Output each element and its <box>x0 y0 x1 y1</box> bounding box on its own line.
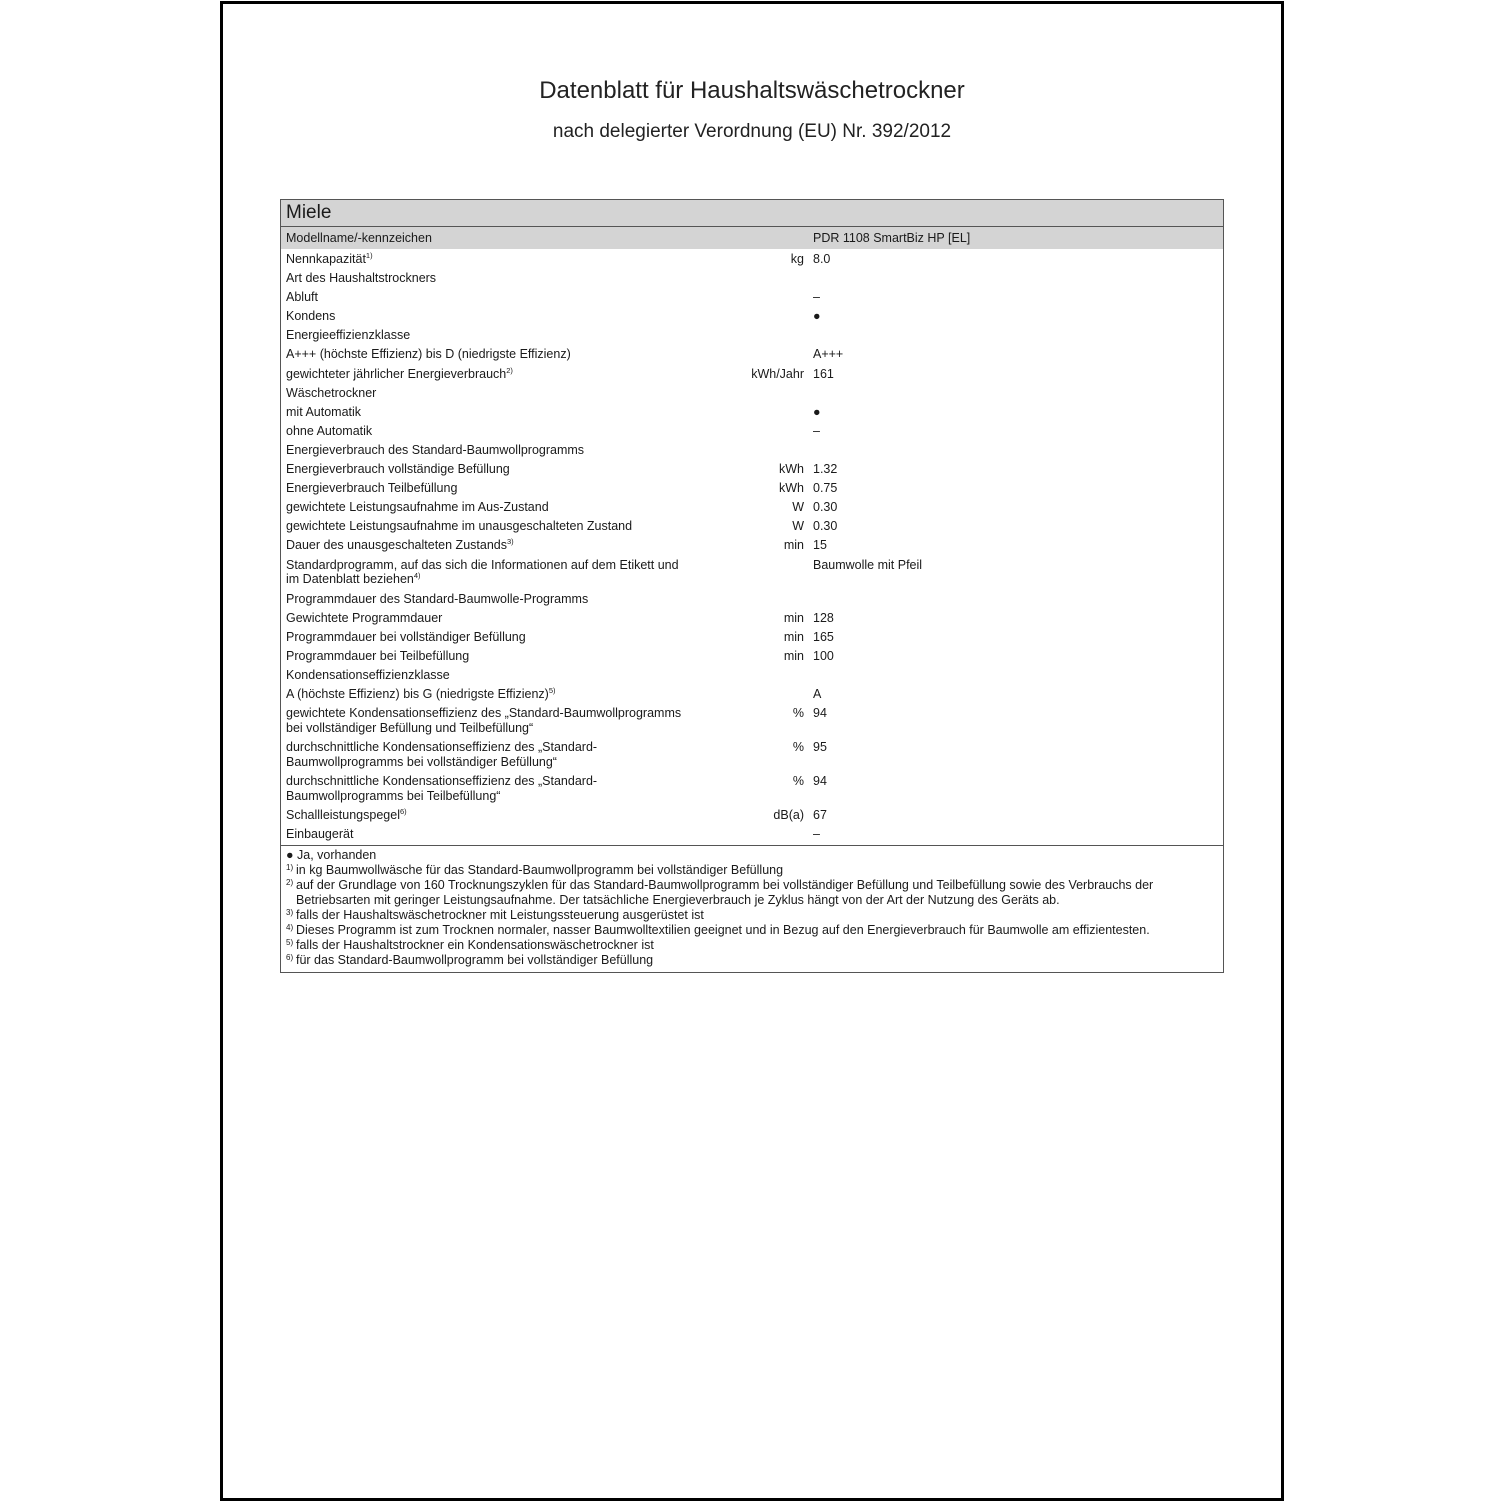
row-value: 1.32 <box>813 462 838 477</box>
footnote-text: Dieses Programm ist zum Trocknen normaler, nasser Baumwolltextilien geeignet und in Bezug auf den Energieverbrauch für Baumwolle am effizientesten. <box>296 923 1150 938</box>
row-label: ohne Automatik <box>286 423 373 438</box>
row-label: Schallleistungspegel$^{6)}$ <box>286 807 407 823</box>
row-label: Energieverbrauch des Standard-Baumwollprogramms <box>286 442 585 457</box>
table-row <box>281 772 1223 806</box>
model-value: PDR 1108 SmartBiz HP [EL] <box>813 231 971 245</box>
footnote-text: falls der Haushaltstrockner ein Kondensationswäschetrockner ist <box>296 938 654 953</box>
row-value: – <box>813 423 820 438</box>
table-row <box>281 738 1223 772</box>
table-row <box>281 704 1223 738</box>
page-title: Datenblatt für Haushaltswäschetrockner <box>539 77 965 104</box>
row-value: ● <box>813 309 821 324</box>
row-value: A+++ <box>813 347 844 362</box>
row-unit: min <box>783 629 804 644</box>
row-unit: kg <box>790 252 804 266</box>
row-label: Energieeffizienzklasse <box>286 328 411 343</box>
row-label: Kondens <box>286 309 336 324</box>
row-label: durchschnittliche Kondensationseffizienz des „Standard-Baumwollprogramms bei vollständiger Befüllung“ <box>286 740 598 769</box>
row-label: Standardprogramm, auf das sich die Informationen auf dem Etikett und im Datenblatt beziehen$^{4)}$ <box>286 557 679 586</box>
table-row <box>281 806 1223 825</box>
row-value: 15 <box>813 538 827 553</box>
row-label: gewichtete Leistungsaufnahme im unausgeschalteten Zustand <box>286 519 633 534</box>
footnote <box>286 923 1219 938</box>
row-label: durchschnittliche Kondensationseffizienz des „Standard-Baumwollprogramms bei Teilbefüllung“ <box>286 774 598 803</box>
table-row <box>281 556 1223 590</box>
table-row <box>281 825 1223 844</box>
footnote-ref: 1) <box>365 251 373 260</box>
footnote <box>286 878 1219 908</box>
table-row <box>281 647 1223 666</box>
table-row <box>281 307 1223 326</box>
table-row <box>281 628 1223 647</box>
row-label: Abluft <box>286 290 318 305</box>
table-row <box>281 365 1223 384</box>
table-row <box>281 422 1223 441</box>
row-label: Programmdauer des Standard-Baumwolle-Programms <box>286 591 589 606</box>
row-label: Art des Haushaltstrockners <box>286 271 437 286</box>
footnote-text: in kg Baumwollwäsche für das Standard-Baumwollprogramm bei vollständiger Befüllung <box>296 863 784 878</box>
row-unit: % <box>792 774 804 789</box>
footnote <box>286 863 1219 878</box>
row-value: 100 <box>813 648 834 663</box>
row-unit: dB(a) <box>773 808 804 823</box>
row-unit: kWh <box>779 462 804 477</box>
table-row <box>281 536 1223 555</box>
table-row <box>281 517 1223 536</box>
row-value: 161 <box>813 366 834 381</box>
table-row <box>281 479 1223 498</box>
table-row <box>281 666 1223 685</box>
spec-rows <box>281 249 1223 845</box>
model-row <box>281 227 1223 249</box>
footnote-mark: 2) <box>286 878 294 888</box>
footnote-ref: 3) <box>506 537 514 547</box>
row-label: Dauer des unausgeschalteten Zustands$^{3)}$ <box>286 537 514 553</box>
row-unit: min <box>783 610 804 625</box>
row-label: gewichtete Leistungsaufnahme im Aus-Zustand <box>286 500 549 515</box>
table-row <box>281 609 1223 628</box>
row-value: A <box>813 686 822 701</box>
row-label: Energieverbrauch vollständige Befüllung <box>286 462 510 477</box>
row-value: 94 <box>813 706 827 721</box>
footnote-text: falls der Haushaltswäschetrockner mit Leistungssteuerung ausgerüstet ist <box>296 908 704 923</box>
row-value: 0.30 <box>813 500 838 515</box>
table-row <box>281 326 1223 345</box>
table-row <box>281 345 1223 364</box>
row-unit: % <box>792 740 804 755</box>
row-value: 8.0 <box>813 252 831 266</box>
footnotes <box>281 845 1223 972</box>
footnote-mark: 5) <box>286 938 294 948</box>
footnote-ref: 6) <box>399 807 407 817</box>
row-unit: kWh/Jahr <box>751 366 804 381</box>
row-value: 67 <box>813 808 827 823</box>
table-row <box>281 269 1223 288</box>
footnote <box>286 953 1219 968</box>
row-value: Baumwolle mit Pfeil <box>813 557 923 572</box>
row-value: ● <box>813 404 821 419</box>
document-page <box>220 1 1284 1501</box>
page-subtitle: nach delegierter Verordnung (EU) Nr. 392/2012 <box>552 121 952 142</box>
row-value: 95 <box>813 740 827 755</box>
row-label: gewichteter jährlicher Energieverbrauch$^{2)}$ <box>286 365 513 381</box>
row-label: Kondensationseffizienzklasse <box>286 667 450 682</box>
footnote-mark: 6) <box>286 953 294 963</box>
footnote-ref: 2) <box>506 365 513 375</box>
row-unit: kWh <box>779 481 804 496</box>
row-label: Programmdauer bei vollständiger Befüllung <box>286 629 526 644</box>
table-row <box>281 288 1223 307</box>
row-value: 94 <box>813 774 827 789</box>
table-row <box>281 685 1223 704</box>
row-label: Programmdauer bei Teilbefüllung <box>286 648 470 663</box>
table-row <box>281 460 1223 479</box>
row-value: – <box>813 827 820 842</box>
row-unit: min <box>783 538 804 553</box>
table-row <box>281 498 1223 517</box>
row-label: Nennkapazität$^{1)}$ <box>286 251 373 266</box>
footnote <box>286 908 1219 923</box>
row-label: mit Automatik <box>286 404 362 419</box>
row-unit: W <box>792 519 804 534</box>
row-unit: W <box>792 500 804 515</box>
footnote-mark: 4) <box>286 923 294 933</box>
row-label: Einbaugerät <box>286 827 354 842</box>
row-label: Wäschetrockner <box>286 385 377 400</box>
footnote-mark: 1) <box>286 863 294 873</box>
row-label: A+++ (höchste Effizienz) bis D (niedrigste Effizienz) <box>286 347 571 362</box>
table-row <box>281 250 1223 269</box>
row-unit: % <box>792 706 804 721</box>
footnote <box>286 938 1219 953</box>
footnote-mark: 3) <box>286 908 294 918</box>
row-label: gewichtete Kondensationseffizienz des „Standard-Baumwollprogramms bei vollständiger Befüllung und Teilbefüllung“ <box>286 706 682 735</box>
footnote-ref: 4) <box>413 571 421 580</box>
footnote-text: für das Standard-Baumwollprogramm bei vollständiger Befüllung <box>296 953 654 968</box>
table-row <box>281 441 1223 460</box>
row-value: 0.30 <box>813 519 838 534</box>
row-value: 0.75 <box>813 481 838 496</box>
row-value: 128 <box>813 610 834 625</box>
row-unit: min <box>783 648 804 663</box>
model-label: Modellname/-kennzeichen <box>286 231 432 245</box>
row-label: A (höchste Effizienz) bis G (niedrigste Effizienz)$^{5)}$ <box>286 685 556 701</box>
brand-name: Miele <box>281 200 1223 227</box>
footnote-ref: 5) <box>548 685 556 695</box>
row-value: 165 <box>813 629 834 644</box>
footnote-text: auf der Grundlage von 160 Trocknungszyklen für das Standard-Baumwollprogramm bei vollständiger Befüllung und Teilbefüllung sowie des Verbrauchs der Betriebsarten mit geringer Leistungsaufnahme. Der tatsächliche Energieverbrauch je Zyklus hängt von der Art der Nutzung des Geräts ab. <box>296 878 1154 908</box>
footnote-text: ● Ja, vorhanden <box>286 848 377 863</box>
row-value: – <box>813 290 820 305</box>
footnote <box>286 848 1219 863</box>
table-row <box>281 590 1223 609</box>
row-label: Gewichtete Programmdauer <box>286 610 443 625</box>
table-row <box>281 384 1223 403</box>
table-row <box>281 403 1223 422</box>
row-label: Energieverbrauch Teilbefüllung <box>286 481 458 496</box>
data-sheet-table <box>280 199 1224 973</box>
